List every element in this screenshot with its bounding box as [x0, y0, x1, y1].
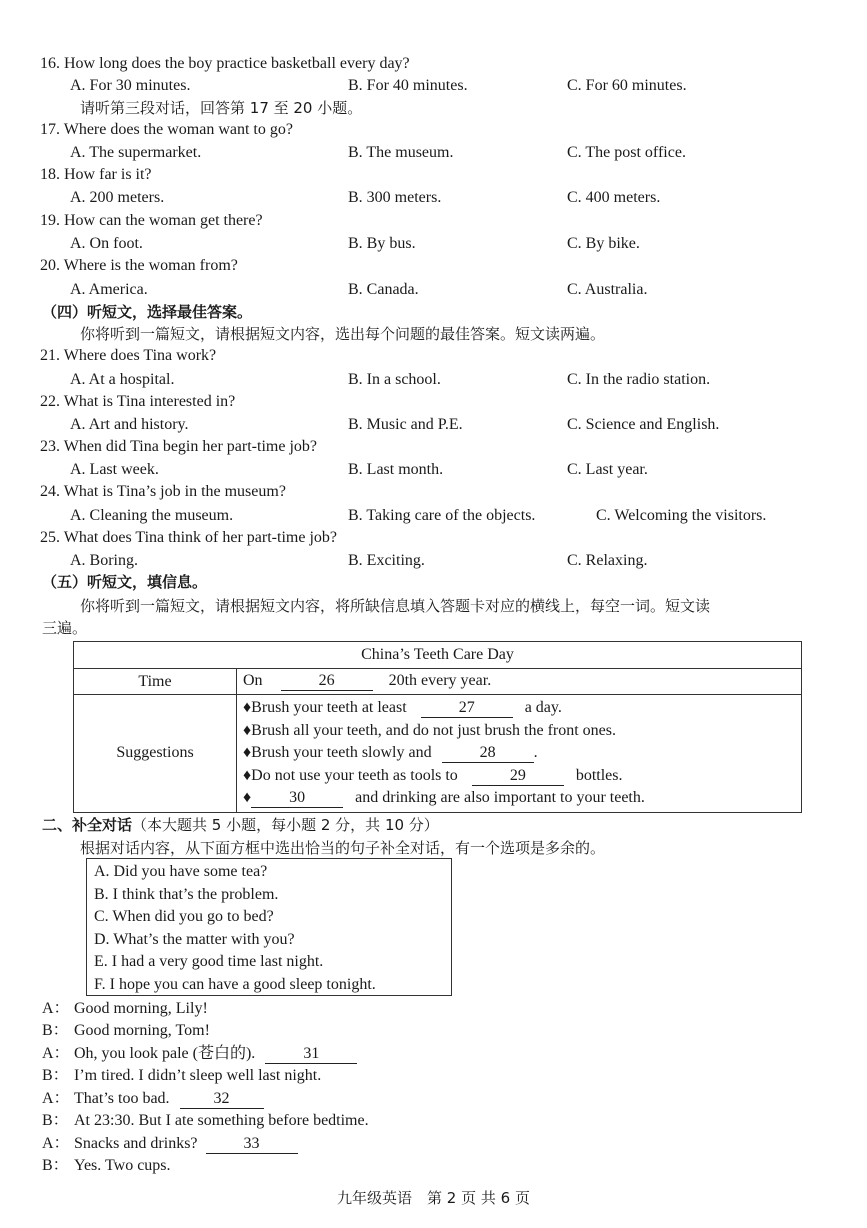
part-2-heading — [42, 815, 439, 836]
blank-26: 26 — [281, 672, 373, 691]
instruction-dialog-3: 请听第三段对话，回答第 17 至 20 小题。 — [80, 99, 363, 117]
page-footer: 九年级英语 第 2 页 共 6 页 — [337, 1189, 530, 1207]
table-title: China’s Teeth Care Day — [74, 642, 802, 669]
dialogue-line: A： That’s too bad. 32 — [42, 1089, 264, 1109]
section-5-instruction-cont: 三遍。 — [42, 619, 88, 637]
option-a: A. America. — [70, 281, 148, 298]
options-19 — [70, 234, 847, 254]
option-b: B. 300 meters. — [348, 189, 442, 206]
question-22: 22. What is Tina interested in? — [40, 393, 236, 410]
options-20 — [70, 280, 847, 300]
option-a: A. Boring. — [70, 552, 138, 569]
options-25 — [70, 551, 847, 571]
blank-27: 27 — [421, 699, 513, 718]
option-b: B. Exciting. — [348, 552, 425, 569]
option-c: C. By bike. — [567, 235, 640, 252]
option-b-sentence: B. I think that’s the problem. — [94, 885, 279, 903]
section-5-instruction: 你将听到一篇短文，请根据短文内容，将所缺信息填入答题卡对应的横线上，每空一词。短文读 — [80, 597, 711, 615]
option-a: A. At a hospital. — [70, 371, 175, 388]
time-cell — [237, 669, 802, 695]
option-c: C. Relaxing. — [567, 552, 648, 569]
option-c: C. The post office. — [567, 144, 686, 161]
question-18: 18. How far is it? — [40, 166, 152, 183]
question-17: 17. Where does the woman want to go? — [40, 121, 293, 138]
blank-33: 33 — [206, 1135, 298, 1154]
option-b: B. In a school. — [348, 371, 441, 388]
option-a: A. Cleaning the museum. — [70, 507, 234, 524]
suggestion-3: ♦Brush your teeth slowly and 28 . — [243, 744, 538, 761]
option-a: A. Art and history. — [70, 416, 189, 433]
option-a: A. For 30 minutes. — [70, 77, 191, 94]
options-21 — [70, 370, 847, 390]
question-23: 23. When did Tina begin her part-time job? — [40, 438, 317, 455]
dialogue-line: A： Snacks and drinks? 33 — [42, 1134, 298, 1154]
part-2-title: 二、补全对话 — [42, 816, 133, 834]
question-21: 21. Where does Tina work? — [40, 347, 217, 364]
section-5-title: （五）听短文，填信息。 — [42, 573, 208, 591]
option-e-sentence: E. I had a very good time last night. — [94, 953, 324, 970]
option-c: C. Science and English. — [567, 416, 720, 433]
option-b: B. By bus. — [348, 235, 416, 252]
options-17 — [70, 143, 847, 163]
option-b: B. Canada. — [348, 281, 419, 298]
dialogue-line: B： I’m tired. I didn’t sleep well last night. — [42, 1067, 322, 1084]
teeth-care-table — [73, 641, 802, 813]
time-post: 20th every year. — [388, 672, 492, 689]
suggestions-label: Suggestions — [74, 695, 237, 813]
option-c: C. Australia. — [567, 281, 648, 298]
option-c: C. 400 meters. — [567, 189, 661, 206]
suggestion-5: ♦ 30 and drinking are also important to your teeth. — [243, 789, 645, 806]
time-label: Time — [74, 669, 237, 695]
options-24 — [70, 506, 847, 526]
option-c: C. For 60 minutes. — [567, 77, 687, 94]
option-c: C. Welcoming the visitors. — [596, 507, 767, 524]
blank-28: 28 — [442, 744, 534, 763]
option-f-sentence: F. I hope you can have a good sleep tonight. — [94, 975, 376, 993]
blank-29: 29 — [472, 767, 564, 786]
option-b: B. Taking care of the objects. — [348, 507, 536, 524]
suggestion-4: ♦Do not use your teeth as tools to 29 bottles. — [243, 766, 623, 784]
suggestion-2: ♦Brush all your teeth, and do not just brush the front ones. — [243, 721, 616, 739]
option-a: A. 200 meters. — [70, 189, 165, 206]
option-a-sentence: A. Did you have some tea? — [94, 863, 268, 880]
options-23 — [70, 460, 847, 480]
question-24: 24. What is Tina’s job in the museum? — [40, 483, 286, 500]
section-4-instruction: 你将听到一篇短文，请根据短文内容，选出每个问题的最佳答案。短文读两遍。 — [80, 325, 606, 343]
blank-30: 30 — [251, 789, 343, 808]
suggestions-cell — [237, 695, 802, 813]
question-25: 25. What does Tina think of her part-time job? — [40, 529, 337, 546]
part-2-note: （本大题共 5 小题，每小题 2 分，共 10 分） — [132, 816, 439, 834]
dialogue-line: A： Good morning, Lily! — [42, 1000, 208, 1017]
part-2-instruction: 根据对话内容，从下面方框中选出恰当的句子补全对话，有一个选项是多余的。 — [80, 839, 606, 857]
option-b: B. Music and P.E. — [348, 416, 463, 433]
dialogue-line: B： Good morning, Tom! — [42, 1022, 210, 1039]
dialogue-line: A： Oh, you look pale (苍白的). 31 — [42, 1044, 357, 1064]
options-16 — [70, 76, 847, 96]
blank-31: 31 — [265, 1045, 357, 1064]
options-18 — [70, 188, 847, 208]
option-a: A. On foot. — [70, 235, 143, 252]
option-c: C. Last year. — [567, 461, 648, 478]
question-16: 16. How long does the boy practice basketball every day? — [40, 55, 410, 72]
question-19: 19. How can the woman get there? — [40, 212, 263, 229]
option-c: C. In the radio station. — [567, 371, 711, 388]
option-b: B. The museum. — [348, 144, 454, 161]
dialogue-line: B： Yes. Two cups. — [42, 1157, 171, 1174]
section-4-title: （四）听短文，选择最佳答案。 — [42, 303, 253, 321]
option-b: B. For 40 minutes. — [348, 77, 468, 94]
question-20: 20. Where is the woman from? — [40, 257, 238, 274]
option-a: A. The supermarket. — [70, 144, 202, 161]
time-pre: On — [243, 672, 263, 689]
option-a: A. Last week. — [70, 461, 159, 478]
option-d-sentence: D. What’s the matter with you? — [94, 930, 295, 948]
options-22 — [70, 415, 847, 435]
options-box — [86, 858, 452, 996]
blank-32: 32 — [180, 1090, 264, 1109]
option-b: B. Last month. — [348, 461, 444, 478]
suggestion-1: ♦Brush your teeth at least 27 a day. — [243, 699, 562, 716]
option-c-sentence: C. When did you go to bed? — [94, 908, 274, 925]
dialogue-line: B： At 23:30. But I ate something before bedtime. — [42, 1112, 369, 1129]
